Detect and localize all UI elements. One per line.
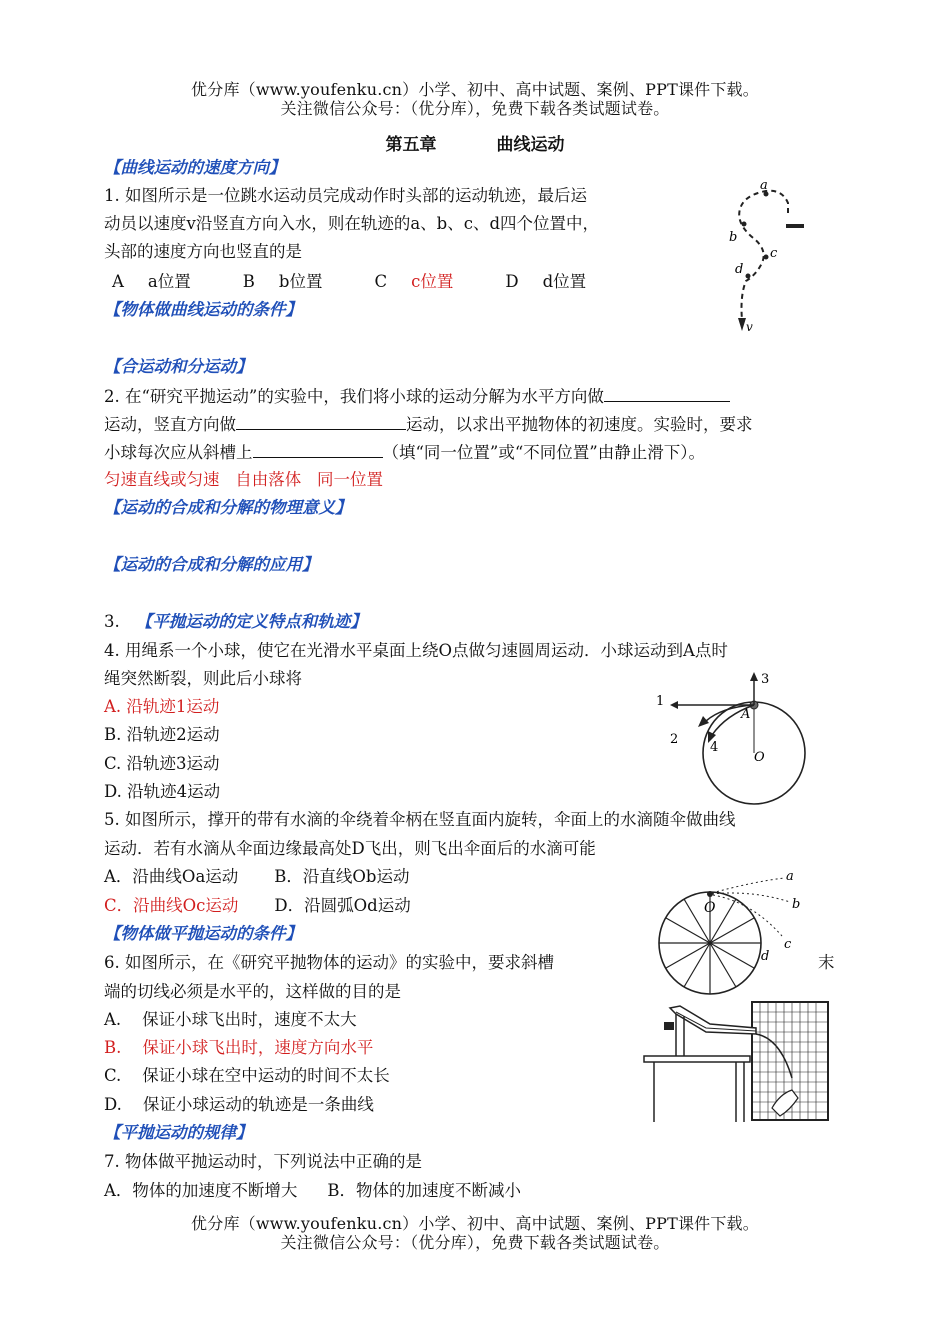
- q4-fig-label-2: 2: [670, 732, 679, 747]
- q5-option-b: B．沿直线Ob运动: [274, 867, 410, 886]
- q3-number: 3.: [104, 612, 120, 631]
- footer-line-1: 优分库（www.youfenku.cn）小学、初中、高中试题、案例、PPT课件下载。: [191, 1214, 759, 1233]
- q5-option-d: D．沿圆弧Od运动: [274, 896, 411, 915]
- q6-option-c: C. 保证小球在空中运动的时间不太长: [104, 1066, 390, 1085]
- section-heading: 【曲线运动的速度方向】: [104, 158, 286, 177]
- q2-line-1: [104, 385, 730, 407]
- q2-answer: 匀速直线或匀速 自由落体 同一位置: [104, 470, 383, 489]
- section-heading: 【物体做曲线运动的条件】: [104, 300, 302, 319]
- chapter-number: 第五章: [385, 135, 437, 155]
- q4-fig-label-3: 3: [761, 672, 770, 687]
- q1-dive-trajectory-figure: [722, 175, 817, 335]
- q2-blank-3: [253, 441, 383, 458]
- section-heading: 【运动的合成和分解的应用】: [104, 555, 319, 574]
- q4-option-b: B. 沿轨迹2运动: [104, 725, 220, 744]
- section-heading: 【运动的合成和分解的物理意义】: [104, 498, 352, 517]
- header-line-1: 优分库（www.youfenku.cn）小学、初中、高中试题、案例、PPT课件下载。: [191, 80, 759, 99]
- q7-option-b: B．物体的加速度不断减小: [327, 1181, 522, 1200]
- chapter-name: 曲线运动: [496, 135, 565, 155]
- q5-option-a: A．沿曲线Oa运动: [104, 867, 239, 886]
- q5-fig-label-o: O: [704, 900, 716, 916]
- q5-fig-label-d: d: [761, 949, 770, 964]
- q6-line-2: 端的切线必须是水平的，这样做的目的是: [104, 982, 401, 1001]
- section-heading: 【平抛运动的规律】: [104, 1123, 253, 1142]
- q4-option-a: A. 沿轨迹1运动: [104, 697, 220, 716]
- q1-line-3: 头部的速度方向也竖直的是: [104, 242, 302, 261]
- q1-fig-label-v: v: [746, 320, 753, 334]
- q2-line-3-text-b: （填“同一位置”或“不同位置”由静止滑下）。: [382, 443, 705, 462]
- q1-option-b: b位置: [278, 272, 323, 291]
- q7-line-1: 7. 物体做平抛运动时，下列说法中正确的是: [104, 1152, 422, 1171]
- q2-blank-2: [236, 413, 406, 430]
- q7-options-ab: [104, 1181, 521, 1201]
- q5-umbrella-figure: [652, 868, 817, 998]
- q6-line-1: 6. 如图所示，在《研究平抛物体的运动》的实验中，要求斜槽: [104, 953, 554, 972]
- q2-blank-1: [604, 385, 730, 402]
- q2-line-2: [104, 413, 753, 435]
- q4-fig-label-a: A: [741, 707, 751, 722]
- q1-line-2: 动员以速度v沿竖直方向入水，则在轨迹的a、b、c、d四个位置中，: [104, 214, 600, 233]
- q6-line-1-end: 末: [818, 953, 835, 972]
- q5-fig-label-b: b: [792, 897, 801, 912]
- q2-line-1-text: 2. 在“研究平抛运动”的实验中，我们将小球的运动分解为水平方向做: [104, 387, 604, 406]
- q5-fig-label-c: c: [784, 937, 792, 952]
- header-line-2: 关注微信公众号：（优分库），免费下载各类试题试卷。: [280, 99, 670, 118]
- q6-option-d: D. 保证小球运动的轨迹是一条曲线: [104, 1095, 374, 1114]
- q5-options-ab: [104, 867, 410, 887]
- footer-line-2: 关注微信公众号：（优分库），免费下载各类试题试卷。: [280, 1233, 670, 1252]
- q1-option-c-key: C: [374, 272, 388, 291]
- q2-line-2-text-b: 运动，以求出平抛物体的初速度。实验时，要求: [406, 415, 753, 434]
- section-heading: 【平抛运动的定义特点和轨迹】: [135, 612, 367, 631]
- q4-line-1: 4. 用绳系一个小球，使它在光滑水平桌面上绕O点做匀速圆周运动．小球运动到A点时: [104, 641, 728, 660]
- q1-option-c: c位置: [411, 272, 454, 291]
- q4-circular-motion-figure: [650, 665, 815, 805]
- q7-option-a: A．物体的加速度不断增大: [104, 1181, 298, 1200]
- q4-option-c: C. 沿轨迹3运动: [104, 754, 220, 773]
- q1-option-d: d位置: [542, 272, 587, 291]
- q6-apparatus-figure: [640, 998, 835, 1126]
- q5-line-1: 5. 如图所示，撑开的带有水滴的伞绕着伞柄在竖直面内旋转，伞面上的水滴随伞做曲线: [104, 810, 736, 829]
- q1-options: [112, 272, 586, 292]
- q6-option-a: A. 保证小球飞出时，速度不太大: [104, 1010, 357, 1029]
- q1-option-d-key: D: [505, 272, 519, 291]
- q1-option-a: a位置: [147, 272, 191, 291]
- q1-fig-label-a: a: [760, 178, 768, 193]
- q1-option-b-key: B: [242, 272, 255, 291]
- q2-line-3: [104, 441, 705, 463]
- q1-fig-label-d: d: [735, 262, 744, 277]
- q2-line-3-text-a: 小球每次应从斜槽上: [104, 443, 253, 462]
- chapter-title: [0, 130, 950, 155]
- q5-line-2: 运动．若有水滴从伞面边缘最高处D飞出，则飞出伞面后的水滴可能: [104, 839, 596, 858]
- q4-line-2: 绳突然断裂，则此后小球将: [104, 669, 302, 688]
- q5-options-cd: [104, 896, 411, 916]
- q1-fig-label-c: c: [770, 246, 778, 261]
- q1-fig-label-b: b: [729, 230, 738, 245]
- q3-line: [104, 612, 367, 632]
- q2-line-2-text-a: 运动，竖直方向做: [104, 415, 236, 434]
- section-heading: 【物体做平抛运动的条件】: [104, 924, 302, 943]
- q4-fig-label-4: 4: [710, 740, 719, 755]
- q1-line-1: 1. 如图所示是一位跳水运动员完成动作时头部的运动轨迹，最后运: [104, 186, 587, 205]
- q1-option-a-key: A: [112, 272, 124, 291]
- q4-fig-label-o: O: [754, 750, 765, 765]
- q4-option-d: D. 沿轨迹4运动: [104, 782, 221, 801]
- q5-fig-label-a: a: [786, 869, 794, 884]
- q6-option-b: B. 保证小球飞出时，速度方向水平: [104, 1038, 374, 1057]
- q5-option-c: C．沿曲线Oc运动: [104, 896, 239, 915]
- section-heading: 【合运动和分运动】: [104, 357, 253, 376]
- q4-fig-label-1: 1: [656, 694, 665, 709]
